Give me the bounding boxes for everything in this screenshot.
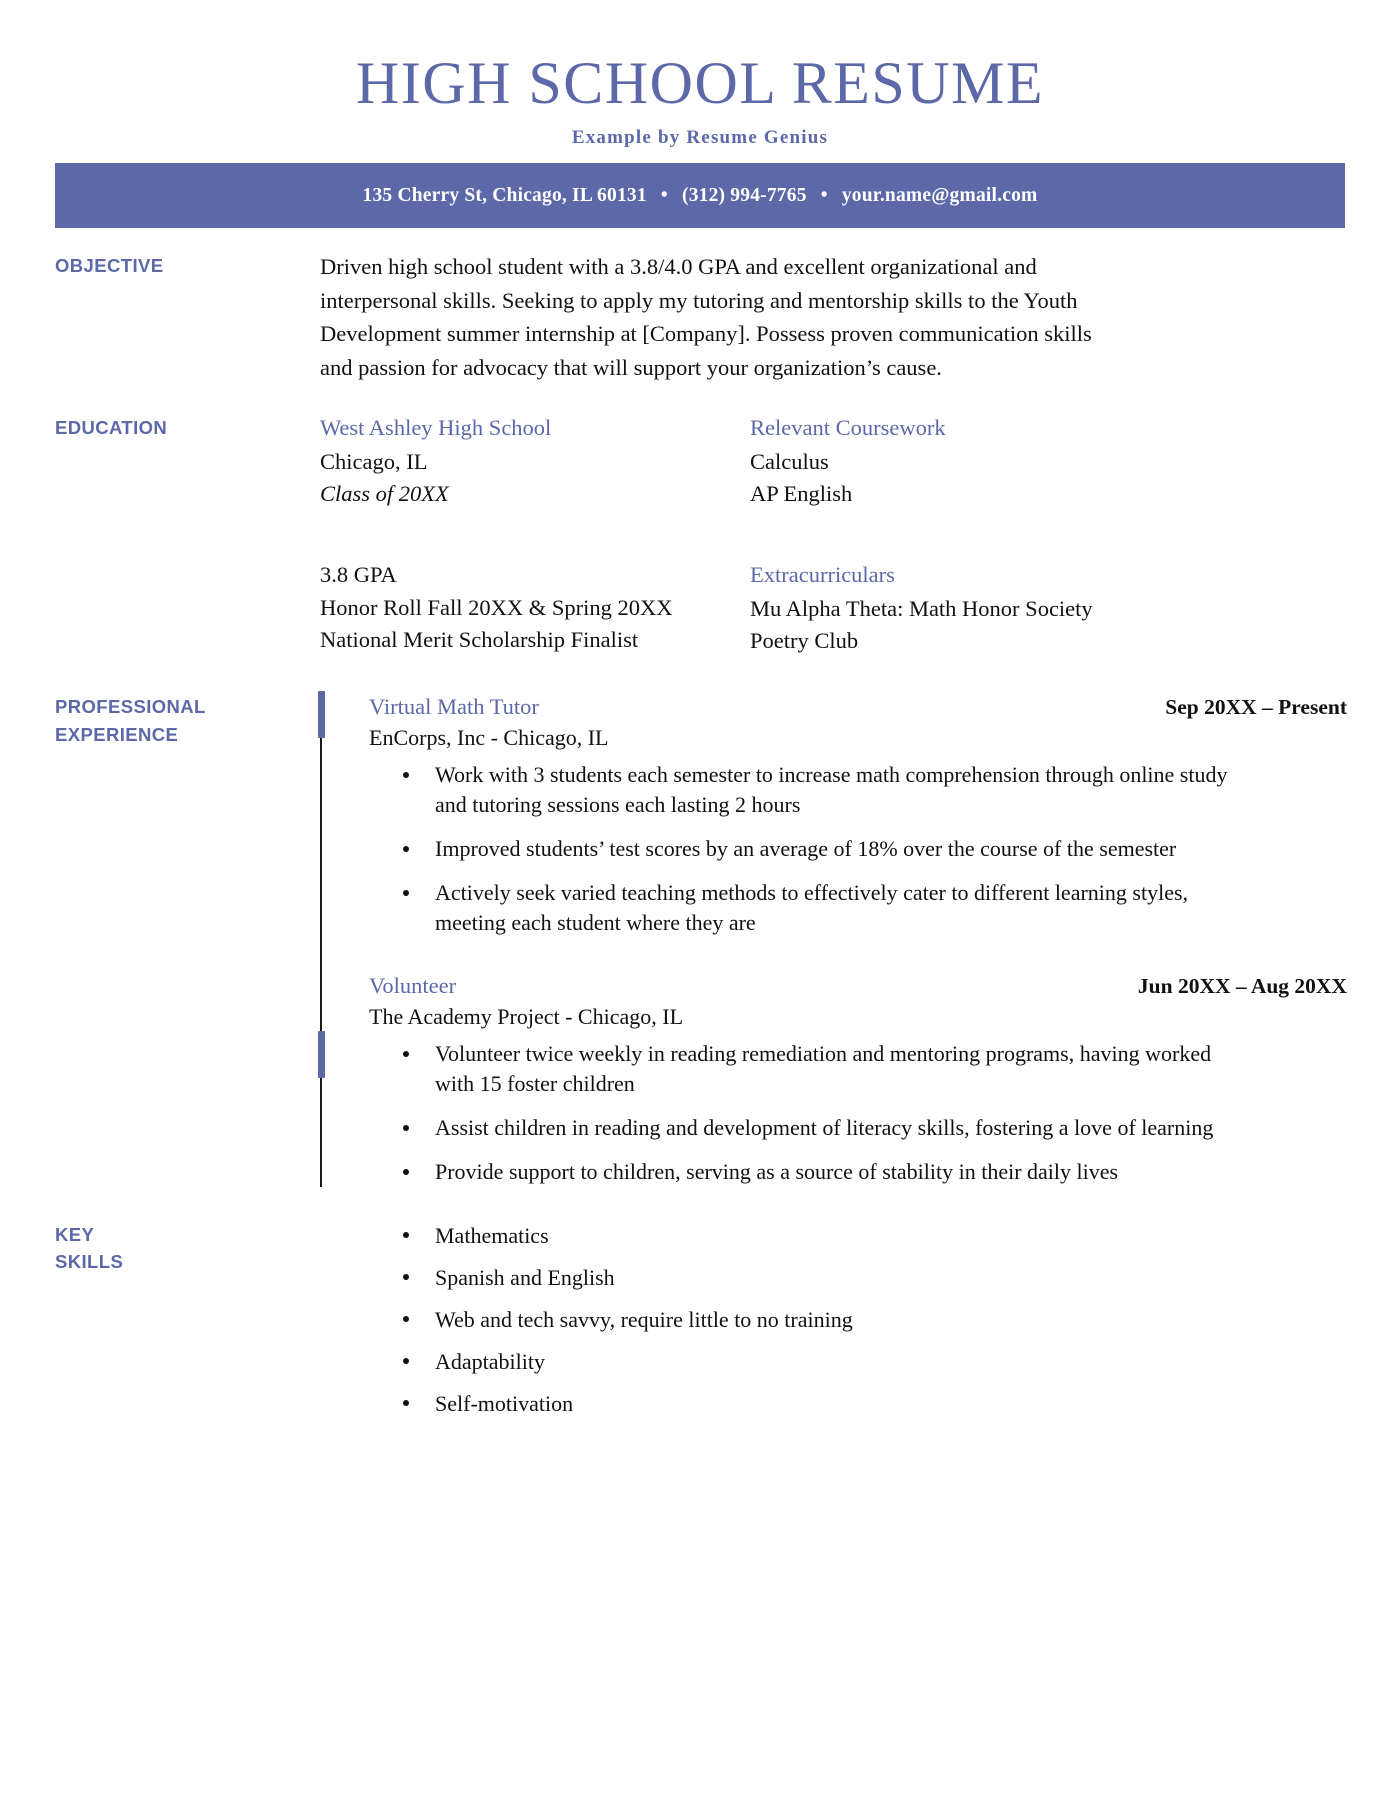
- experience-timeline-rule: [320, 697, 322, 1187]
- skills-section: [0, 1219, 1400, 1489]
- experience-bullet: Actively seek varied teaching methods to effectively cater to different learning styles, meeting each student where they are: [369, 878, 1229, 938]
- experience-dates: Sep 20XX – Present: [1165, 694, 1347, 719]
- contact-line: [363, 185, 1038, 207]
- achievement-item: Honor Roll Fall 20XX & Spring 20XX: [320, 594, 673, 620]
- coursework-heading: Relevant Coursework: [750, 415, 946, 441]
- education-school-column: [320, 412, 750, 511]
- education-achievements-column: [320, 559, 750, 658]
- contact-phone[interactable]: (312) 994-7765: [682, 184, 807, 206]
- experience-organization: EnCorps, Inc - Chicago, IL: [369, 725, 609, 751]
- contact-separator-1: •: [660, 184, 668, 206]
- skill-item: Spanish and English: [369, 1261, 1355, 1294]
- extracurricular-item: Mu Alpha Theta: Math Honor Society: [750, 595, 1093, 621]
- experience-bullet-list: [369, 1039, 1355, 1187]
- experience-entry-header: [369, 691, 1355, 723]
- skills-label-line2: SKILLS: [55, 1251, 124, 1273]
- experience-body: [320, 691, 1355, 1201]
- experience-label: [55, 691, 320, 749]
- skill-item: Adaptability: [369, 1345, 1355, 1378]
- contact-separator-2: •: [820, 184, 828, 206]
- experience-dates: Jun 20XX – Aug 20XX: [1137, 973, 1347, 998]
- skills-body: [320, 1219, 1355, 1429]
- education-section: [0, 412, 1400, 658]
- education-row-top: [320, 412, 1355, 511]
- objective-body: [320, 250, 1355, 384]
- achievement-item: 3.8 GPA: [320, 561, 397, 587]
- education-coursework-column: [750, 412, 1355, 511]
- skills-list-wrap: [320, 1219, 1355, 1420]
- extracurricular-item: Poetry Club: [750, 628, 859, 654]
- experience-bullet: Work with 3 students each semester to increase math comprehension through online study and tutoring sessions each lasting 2 hours: [369, 760, 1229, 820]
- objective-text: Driven high school student with a 3.8/4.0 GPA and excellent organizational and interpersonal skills. Seeking to apply my tutoring and mentorship skills to the Youth Development summer internship at [Company]. Possess proven communication skills and passion for advocacy that will support your organization’s cause.: [320, 254, 1092, 380]
- education-label: EDUCATION: [55, 417, 168, 439]
- education-spacer: [320, 511, 1355, 559]
- coursework-item: Calculus: [750, 448, 829, 474]
- contact-address: 135 Cherry St, Chicago, IL 60131: [362, 184, 647, 206]
- experience-entry-header: [369, 970, 1355, 1002]
- school-class-of: Class of 20XX: [320, 481, 449, 507]
- experience-accent-marker: [318, 691, 325, 738]
- school-location: Chicago, IL: [320, 448, 428, 474]
- skills-bullet-list: [369, 1219, 1355, 1420]
- experience-accent-marker: [318, 1031, 325, 1078]
- experience-section: [0, 691, 1400, 1201]
- school-name: West Ashley High School: [320, 415, 552, 441]
- coursework-item: AP English: [750, 481, 853, 507]
- experience-bullet: Assist children in reading and development of literacy skills, fostering a love of learning: [369, 1113, 1229, 1143]
- experience-entry: [369, 691, 1355, 938]
- experience-bullet: Improved students’ test scores by an average of 18% over the course of the semester: [369, 834, 1229, 864]
- experience-bullet-list: [369, 760, 1355, 938]
- skills-label-line1: KEY: [55, 1223, 95, 1245]
- contact-email[interactable]: your.name@gmail.com: [841, 184, 1038, 206]
- objective-label: OBJECTIVE: [55, 255, 164, 276]
- experience-role: Virtual Math Tutor: [369, 693, 539, 719]
- experience-label-line1: PROFESSIONAL: [55, 695, 206, 717]
- experience-organization: The Academy Project - Chicago, IL: [369, 1004, 684, 1030]
- education-row-bottom: [320, 559, 1355, 658]
- education-body: [320, 412, 1355, 658]
- objective-section: [0, 250, 1400, 384]
- extracurriculars-heading: Extracurriculars: [750, 561, 895, 587]
- experience-bullet: Volunteer twice weekly in reading remediation and mentoring programs, having worked with 15 foster children: [369, 1039, 1229, 1099]
- experience-label-line2: EXPERIENCE: [55, 723, 179, 745]
- education-extracurriculars-column: [750, 559, 1355, 658]
- resume-header: [0, 0, 1400, 149]
- experience-entry: [369, 970, 1355, 1187]
- page-title: HIGH SCHOOL RESUME: [355, 50, 1045, 116]
- contact-bar: [55, 163, 1345, 228]
- skill-item: Mathematics: [369, 1219, 1355, 1252]
- experience-role: Volunteer: [369, 972, 457, 998]
- skill-item: Web and tech savvy, require little to no training: [369, 1303, 1355, 1336]
- experience-entries: [320, 691, 1355, 1187]
- skill-item: Self-motivation: [369, 1387, 1355, 1420]
- achievement-item: National Merit Scholarship Finalist: [320, 627, 639, 653]
- skills-label: [55, 1219, 320, 1277]
- resume-subtitle: Example by Resume Genius: [571, 127, 829, 148]
- experience-bullet: Provide support to children, serving as a source of stability in their daily lives: [369, 1157, 1229, 1187]
